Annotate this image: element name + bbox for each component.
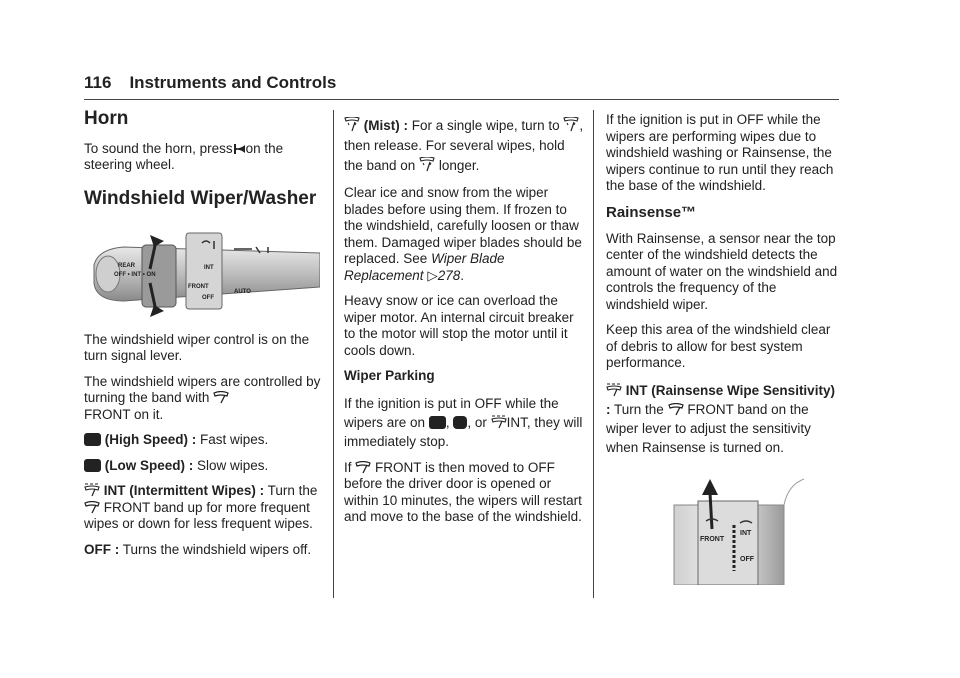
mist-icon <box>344 117 360 132</box>
column-2 <box>344 116 584 535</box>
low-speed-text: Slow wipes. <box>197 457 269 473</box>
mist-text: , then release. For several wipes, hold the band on <box>344 118 584 173</box>
clear-ice-text: . <box>460 267 464 283</box>
wiper-blade-replacement-link[interactable]: Wiper Blade Replacement <box>344 251 505 283</box>
front-wiper-icon <box>213 391 229 404</box>
high-speed-icon <box>429 416 446 429</box>
rainsense-band-figure <box>654 475 804 585</box>
high-speed-item <box>84 432 321 449</box>
horn-text: on the steering wheel. <box>84 140 284 173</box>
mist-icon <box>419 157 435 172</box>
parking-text: If the ignition is put in OFF while the wipers are on <box>344 395 559 430</box>
rainsense-int-item <box>606 381 842 457</box>
page-ref-number[interactable]: 278 <box>437 267 461 283</box>
wiper-heading: Windshield Wiper/Washer <box>84 187 317 209</box>
band-text: FRONT on it. <box>84 406 164 422</box>
horn-text: To sound the horn, press <box>84 140 233 156</box>
overload-paragraph: Heavy snow or ice can overload the wiper motor. An internal circuit breaker to the motor will stop the motor until it cools down. <box>344 293 574 358</box>
lever-label-rear: REAR <box>118 262 136 269</box>
lever-label-front: FRONT <box>188 283 209 290</box>
mist-text: For a single wipe, turn to <box>411 118 560 133</box>
column-divider <box>333 110 334 598</box>
lever-label-auto: AUTO <box>234 288 251 295</box>
horn-paragraph <box>84 141 321 174</box>
mist-label: (Mist) : <box>363 118 409 133</box>
section-title: Instruments and Controls <box>129 73 337 92</box>
rainsense-int-label: INT (Rainsense Wipe Sensitivity) : <box>606 382 835 417</box>
low-speed-icon <box>453 416 467 429</box>
page-ref-icon: ▷ <box>427 267 438 283</box>
mist-icon <box>563 117 579 132</box>
intermittent-item <box>84 483 321 533</box>
band-text: The windshield wipers are controlled by turning the band with <box>84 373 321 406</box>
off-item <box>84 542 321 559</box>
front-wiper-icon <box>355 461 371 474</box>
clear-ice-text: Clear ice and snow from the wiper blades before using them. If frozen to the windshield, carefully loosen or thaw them. Damaged wiper blades should be replaced. See <box>344 185 582 266</box>
lever-location-text: The windshield wiper control is on the turn signal lever. <box>84 331 310 364</box>
rainsense-int-text: Turn the <box>614 401 664 417</box>
wiper-parking-heading: Wiper Parking <box>344 368 435 383</box>
page-number: 116 <box>84 73 112 92</box>
horn-heading: Horn <box>84 108 129 129</box>
header-rule <box>84 99 839 100</box>
intermittent-wipe-icon <box>491 415 507 429</box>
clear-ice-paragraph <box>344 185 584 284</box>
front-wiper-icon <box>84 501 100 514</box>
parking-text: INT, they will immediately stop. <box>344 414 583 449</box>
column-3 <box>606 112 842 585</box>
parking-paragraph: If the ignition is put in OFF while the wipers are on , , or INT, they will immediately stop. <box>344 395 583 449</box>
wiper-lever-figure <box>84 225 320 320</box>
restart-paragraph <box>344 460 584 526</box>
intermittent-wipe-icon <box>606 383 622 397</box>
high-speed-icon <box>84 433 101 446</box>
band-control-paragraph <box>84 374 321 424</box>
ignition-off-paragraph: If the ignition is put in OFF while the wipers are performing wipes due to windshield washing or Rainsense, the wipers continue to run until they reach the base of the windshield. <box>606 112 834 193</box>
low-speed-icon <box>84 459 101 472</box>
figure-label-off: OFF <box>740 555 754 563</box>
intermittent-wipe-icon <box>84 483 100 497</box>
front-wiper-icon <box>668 403 684 416</box>
page-header <box>84 73 336 93</box>
rainsense-paragraph-1: With Rainsense, a sensor near the top center of the windshield detects the amount of water on the windshield and controls the frequency of the windshield wiper. <box>606 230 838 312</box>
column-1 <box>84 108 321 567</box>
mist-text: longer. <box>438 158 480 173</box>
lever-label-off-int-on: OFF • INT • ON <box>114 271 156 278</box>
high-speed-text: Fast wipes. <box>200 432 269 448</box>
intermittent-label: INT (Intermittent Wipes) : <box>103 483 265 499</box>
mist-item <box>344 116 584 176</box>
restart-text: If <box>344 459 352 475</box>
rainsense-heading: Rainsense™ <box>606 203 697 221</box>
rainsense-paragraph-2: Keep this area of the windshield clear of debris to allow for best system performance. <box>606 322 831 370</box>
intermittent-text: Turn the <box>267 483 318 499</box>
parking-text: , or <box>467 414 487 430</box>
column-divider <box>593 110 594 598</box>
intermittent-text: FRONT band up for more frequent wipes or down for less frequent wipes. <box>84 499 313 532</box>
off-label: OFF : <box>84 541 120 557</box>
low-speed-item <box>84 458 321 475</box>
rainsense-int-text: FRONT band on the wiper lever to adjust the sensitivity when Rainsense is turned on. <box>606 401 811 455</box>
off-text: Turns the windshield wipers off. <box>122 541 312 557</box>
figure-label-front: FRONT <box>700 535 725 543</box>
horn-icon <box>233 143 246 155</box>
high-speed-label: (High Speed) : <box>104 432 197 448</box>
restart-text: FRONT is then moved to OFF before the driver door is opened or within 10 minutes, the wipers will restart and move to the base of the windshield. <box>344 459 582 524</box>
low-speed-label: (Low Speed) : <box>104 457 194 473</box>
figure-label-int: INT <box>740 529 752 537</box>
lever-label-int: INT <box>204 264 214 271</box>
lever-label-off: OFF <box>202 294 214 301</box>
